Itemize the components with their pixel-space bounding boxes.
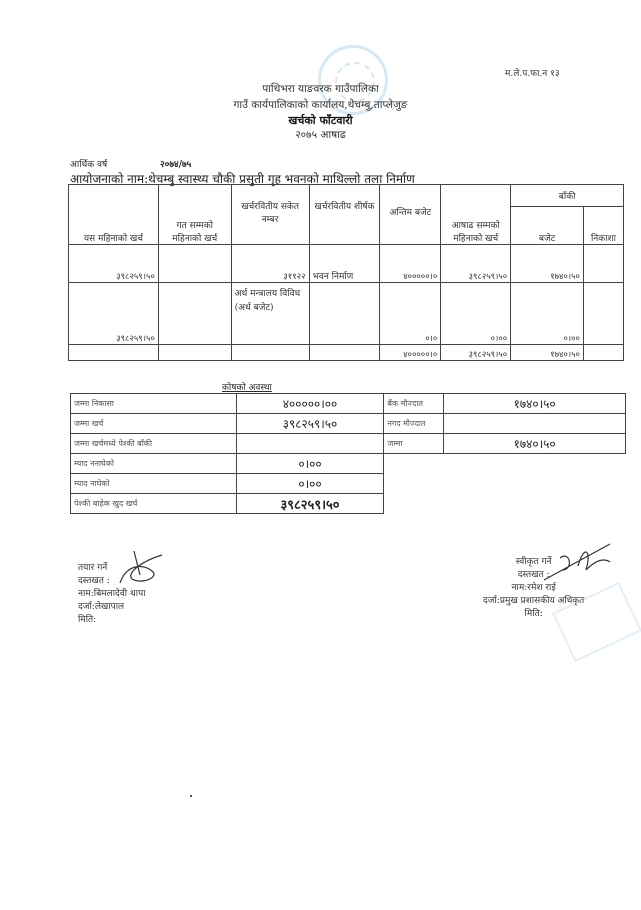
expense-table (68, 184, 624, 361)
stray-mark (190, 795, 192, 797)
municipality-name: पाथिभरा याङवरक गाउँपालिका (262, 83, 379, 95)
header-rem-budget: बजेट (511, 207, 584, 245)
header-upto-ashad: आषाढ सम्मको महिनाको खर्च (441, 185, 511, 245)
total-row: ४०००००।० ३९८२५९।५० १७४०।५० (69, 345, 624, 361)
office-name: गाउँ कार्यपालिकाको कार्यालय,थेचम्बु,ताप्लेजुङ (233, 99, 408, 111)
table-row: जम्मा खर्चमध्ये पेश्की बाँकी जम्मा १७४०।५० (71, 434, 626, 454)
signature-scribble-icon (540, 540, 620, 585)
project-name: आयोजनाको नाम:थेचम्बु स्वास्थ्य चौकी प्रसुती गृह भवनको माथिल्लो तला निर्माण (70, 172, 415, 186)
table-row: म्याद नाघेको ०।०० (71, 474, 626, 494)
prepared-designation: दर्जा:लेखापाल (78, 602, 125, 612)
header-prev-month: गत सम्मको महिनाको खर्च (158, 185, 231, 245)
fund-status-title: कोषको अवस्था (222, 383, 272, 393)
report-period: २०७५ आषाढ (295, 129, 346, 141)
signature-scribble-icon (112, 545, 172, 590)
header-this-month: यस महिनाको खर्च (69, 185, 159, 245)
document-title: खर्चको फाँटवारी (288, 114, 353, 127)
header-final-budget: अन्तिम बजेट (380, 185, 441, 245)
approved-signature-label: दस्तखत : (517, 570, 550, 580)
approved-name: नाम:रमेश राई (511, 583, 556, 593)
fiscal-year-value: २०७४/७५ (160, 160, 192, 170)
table-row: जम्मा निकासा ४०००००।०० बैंक मौज्दात १७४०।५० (71, 394, 626, 414)
form-number: म.ले.प.फा.न १३ (505, 69, 560, 79)
approved-role: स्वीकृत गर्ने (515, 557, 552, 567)
fiscal-year-label: आर्थिक वर्ष (70, 160, 108, 170)
header-title: खर्चरवितीय शीर्षक (309, 185, 380, 245)
prepared-signature-label: दस्तखत : (78, 576, 110, 586)
table-row: ३९८२५९।५० ३११२२ भवन निर्माण ४०००००।० ३९८२५९।५० १७४०।५० (69, 245, 624, 283)
table-row: पेश्की बाहेक खुद खर्च ३९८२५९।५० (71, 494, 626, 514)
approved-designation: दर्जा:प्रमुख प्रशासकीय अधिकृत (483, 596, 585, 606)
prepared-name: नाम:बिमलादेवी थापा (78, 589, 146, 599)
prepared-date: मिति: (78, 615, 97, 625)
header-rem-release: निकाशा (583, 207, 623, 245)
approved-date: मिति: (524, 609, 543, 619)
table-row: ३९८२५९।५० अर्थ मन्त्रालय विविध (अर्थ बजेट) ०।० ०।०० ०।०० (69, 283, 624, 345)
table-row: म्याद ननाघेको ०।०० (71, 454, 626, 474)
prepared-role: तयार गर्ने (78, 563, 108, 573)
fund-status-table (70, 393, 626, 514)
table-row: जम्मा खर्च ३९८२५९।५० नगद मौज्दात (71, 414, 626, 434)
header-code: खर्चरवितीय सकेत नम्बर (231, 185, 309, 245)
header-remaining: बाँकी (511, 185, 624, 207)
